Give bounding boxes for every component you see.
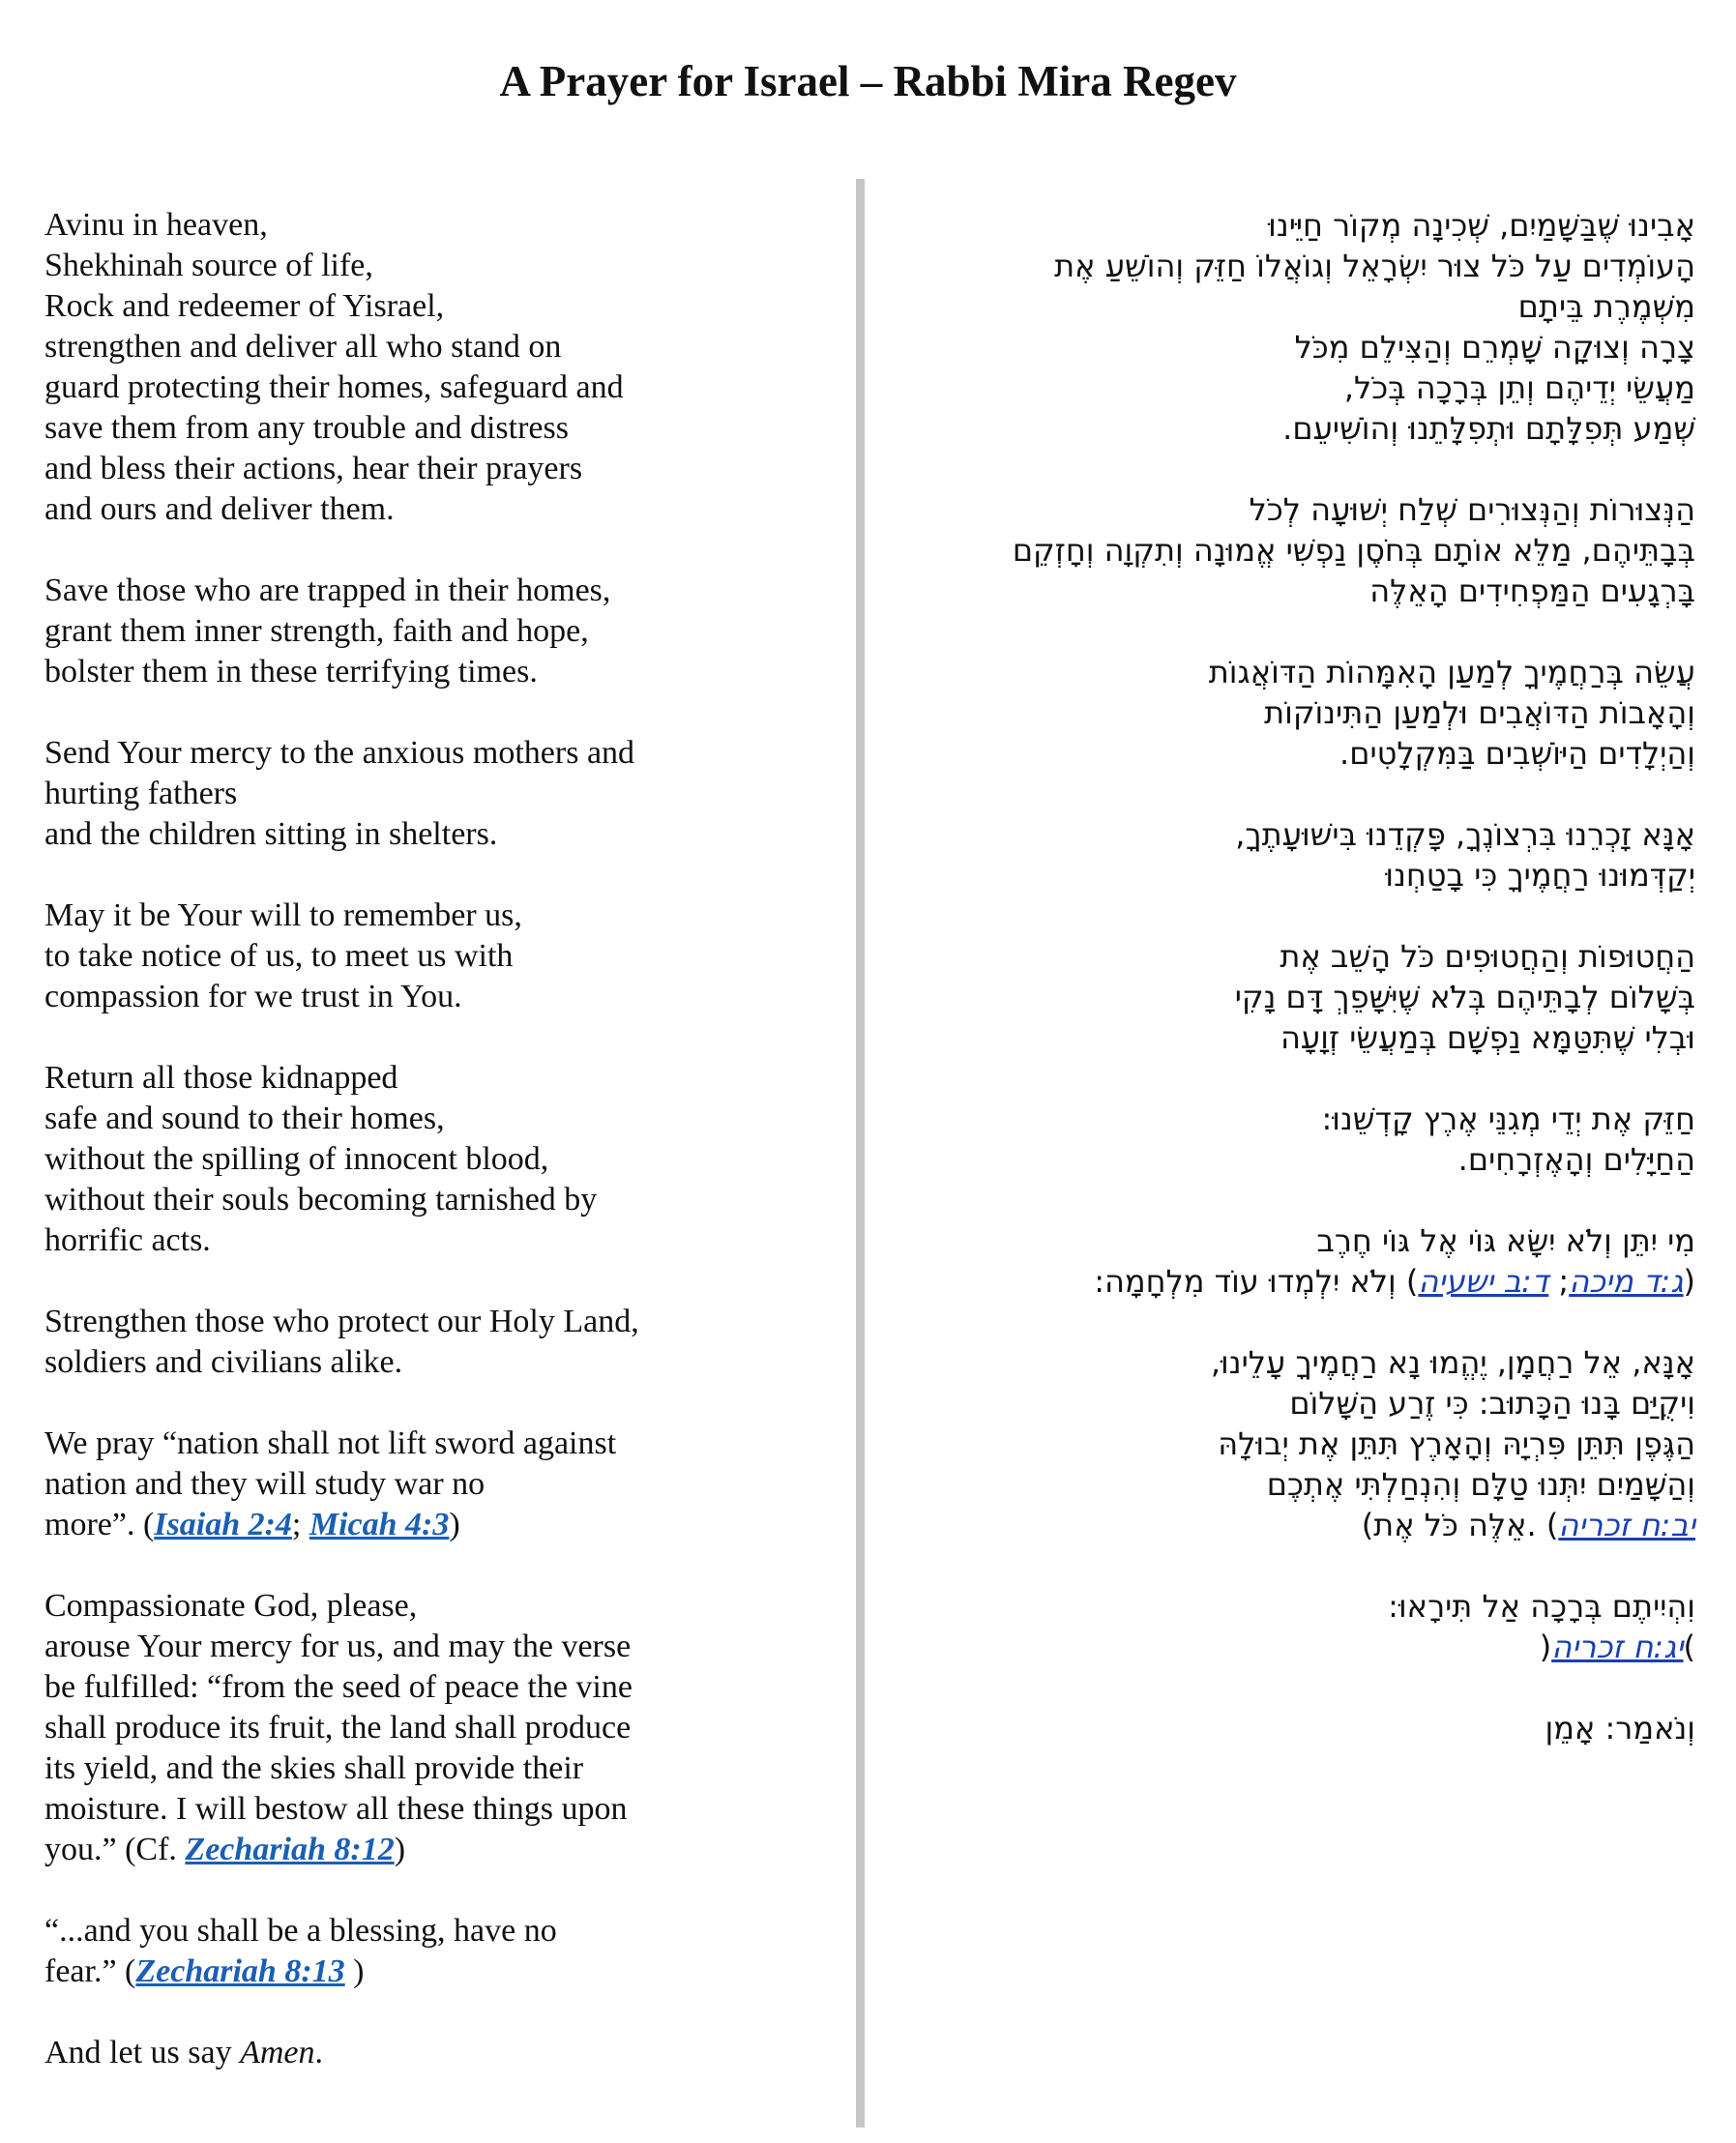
text-line: its yield, and the skies shall provide their xyxy=(44,1750,584,1786)
text-line: וִיקֻיַּם בָּנוּ הַכָּתוּב: כִּי זֶרַע הַשָּׁלוֹם xyxy=(1289,1385,1695,1422)
text-line: הַחֲטוּפוֹת וְהַחֲטוּפִים כֹּל הָשֵׁב אֶת xyxy=(1280,938,1695,975)
hebrew-paragraph-8: אָנָּא, אֵל רַחֲמָן, יֶהֱמוּ נָא רַחֲמֶיךָ עָלֵינוּ, וִיקֻיַּם בָּנוּ הַכָּתוּב: כִּי זֶרַע הַשָּׁלוֹם הַגֶּפֶן תִּתֵּן פִּרְיָהּ וְהָאָרֶץ תִּתֵּן אֶת יְבוּלָהּ וְהַשָּׁמַיִם יִתְּנוּ טַלָּם וְהִנְחַלְתִּי אֶתְכֶם יב:ח זכריה) .אֵלֶּה כֹּל אֶת) xyxy=(922,1342,1695,1545)
text-line: without their souls becoming tarnished by xyxy=(44,1182,598,1218)
text-line: Send Your mercy to the anxious mothers and xyxy=(44,735,635,771)
text-line: חַזֵּק אֶת יְדֵי מְגִנֵּי אֶרֶץ קָדְשֵׁנוּ: xyxy=(1321,1101,1695,1137)
micah-4-3-hebrew-link[interactable]: ג:ד מיכה xyxy=(1569,1263,1684,1300)
text-line: grant them inner strength, faith and hope, xyxy=(44,613,589,649)
hebrew-paragraph-4 xyxy=(922,814,1695,895)
text-line: Strengthen those who protect our Holy Land, xyxy=(44,1304,639,1339)
text-line: nation and they will study war no xyxy=(44,1466,485,1502)
text-line: without the spilling of innocent blood, xyxy=(44,1141,549,1177)
text-line: אָבִינוּ שֶׁבַּשָּׁמַיִם, שְׁכִינָה מְקוֹר חַיֵּינוּ xyxy=(1268,207,1695,244)
text-line: צָרָה וְצוּקָה שָׁמְרֵם וְהַצִּילֵם מִכֹּל xyxy=(1294,329,1695,366)
page-title: A Prayer for Israel – Rabbi Mira Regev xyxy=(499,57,1237,105)
text-line: אָנָּא זָכְרֵנוּ בִּרְצוֹנֶךָ, פָּקְדֵנוּ בִּישׁוּעָתֶךָ, xyxy=(1235,816,1695,853)
text-line: soldiers and civilians alike. xyxy=(44,1344,403,1380)
text-line: and ours and deliver them. xyxy=(44,491,395,527)
text-line: arouse Your mercy for us, and may the verse xyxy=(44,1629,632,1664)
english-paragraph-3 xyxy=(44,733,818,855)
text-line: bolster them in these terrifying times. xyxy=(44,654,538,690)
text-line: יְקַדְּמוּנוּ רַחֲמֶיךָ כִּי בָטַחְנוּ xyxy=(1385,857,1695,894)
hebrew-paragraph-1 xyxy=(922,205,1695,449)
zechariah-8-12-hebrew-link[interactable]: יב:ח זכריה xyxy=(1558,1507,1695,1543)
text-line: safe and sound to their homes, xyxy=(44,1101,445,1136)
text-line: moisture. I will bestow all these things upon xyxy=(44,1791,628,1827)
text-line: save them from any trouble and distress xyxy=(44,410,569,446)
text-line: strengthen and deliver all who stand on xyxy=(44,329,562,365)
text-line: Shekhinah source of life, xyxy=(44,248,373,283)
text-line: וְהַשָּׁמַיִם יִתְּנוּ טַלָּם וְהִנְחַלְתִּי אֶתְכֶם xyxy=(1266,1466,1695,1503)
text-line: shall produce its fruit, the land shall produce xyxy=(44,1710,632,1746)
english-paragraph-10: And let us say Amen. xyxy=(44,2035,324,2070)
hebrew-paragraph-7: מִי יִתֵּן וְלֹא יִשָּׂא גּוֹי אֶל גּוֹי חֶרֶב (ג:ד מיכה; ד:ב ישעיה) וְלֹא יִלְמְדוּ עוֹד מִלְחָמָה: xyxy=(1094,1222,1695,1300)
isaiah-2-4-link[interactable]: Isaiah 2:4 xyxy=(154,1507,292,1542)
english-paragraph-7: We pray “nation shall not lift sword against nation and they will study war no more”. (Isaiah 2:4; Micah 4:3) xyxy=(44,1424,818,1545)
text-line: Return all those kidnapped xyxy=(44,1060,398,1096)
english-paragraph-8: Compassionate God, please, arouse Your mercy for us, and may the verse be fulfilled: “from the seed of peace the vine shall produce its fruit, the land shall produce its yield, and the skies shall provide their moisture. I will bestow all these things upon you.” (Cf. Zechariah 8:12) xyxy=(44,1586,818,1870)
zechariah-8-13-hebrew-link[interactable]: יג:ח זכריה xyxy=(1551,1629,1684,1665)
english-paragraph-4 xyxy=(44,895,818,1017)
text-line: May it be Your will to remember us, xyxy=(44,897,522,933)
hebrew-paragraph-6 xyxy=(922,1099,1695,1180)
english-paragraph-9: “...and you shall be a blessing, have no fear.” (Zechariah 8:13 ) xyxy=(44,1913,557,1989)
text-line: and the children sitting in shelters. xyxy=(44,816,498,852)
text-line: and bless their actions, hear their prayers xyxy=(44,451,583,486)
hebrew-column xyxy=(922,205,1695,1748)
text-line: בְּשָׁלוֹם לְבָתֵּיהֶם בְּלֹא שֶׁיִּשָּׁפֵךְ דָּם נָקִי xyxy=(1234,979,1695,1015)
english-paragraph-2 xyxy=(44,571,818,692)
text-line: מִשְׁמֶרֶת בֵּיתָם xyxy=(1517,288,1695,325)
text-line: בְּבָתֵּיהֶם, מַלֵּא אוֹתָם בְּחֹסֶן נַפְשִׁי אֱמוּנָה וְתִקְוָה וְחָזְקֵם xyxy=(1012,532,1695,569)
text-line: הָעוֹמְדִים עַל כֹּל צוּר יִשְׂרָאֵל וְגוֹאֲלוֹ חַזֵּק וְהוֹשֵׁעַ אֶת xyxy=(1054,248,1695,284)
text-line: וּבְלִי שֶׁתִּטַּמָּא נַפְשָׁם בְּמַעֲשֵׂי זְוָעָה xyxy=(1280,1019,1695,1056)
text-line: Save those who are trapped in their homes, xyxy=(44,572,611,608)
micah-4-3-link[interactable]: Micah 4:3 xyxy=(309,1507,450,1542)
text-line: הַנְּצוּרוֹת וְהַנְּצוּרִים שְׁלַח יְשׁוּעָה לְכֹל xyxy=(1249,491,1695,528)
text-line: We pray “nation shall not lift sword against xyxy=(44,1425,617,1461)
text-line: Rock and redeemer of Yisrael, xyxy=(44,288,445,324)
english-paragraph-5 xyxy=(44,1058,818,1261)
text-line: to take notice of us, to meet us with xyxy=(44,938,514,974)
hebrew-paragraph-9: וִהְיִיתֶם בְּרָכָה אַל תִּירָאוּ: )יג:ח זכריה( xyxy=(1388,1588,1695,1665)
hebrew-paragraph-10: וְנֹאמַר: אָמֵן xyxy=(1545,1710,1695,1747)
text-line: בָּרְגָעִים הַמַּפְחִידִים הָאֵלֶּה xyxy=(1369,572,1695,609)
hebrew-paragraph-2 xyxy=(922,489,1695,611)
zechariah-8-12-link[interactable]: Zechariah 8:12 xyxy=(185,1832,395,1867)
hebrew-paragraph-3 xyxy=(922,652,1695,774)
text-line: hurting fathers xyxy=(44,776,238,811)
text-line: Avinu in heaven, xyxy=(44,207,268,243)
hebrew-paragraph-5 xyxy=(922,936,1695,1058)
text-line: compassion for we trust in You. xyxy=(44,979,462,1014)
english-column xyxy=(44,205,818,2073)
text-line: וְהָאָבוֹת הַדּוֹאֲבִים וּלְמַעַן הַתִּינוֹקוֹת xyxy=(1264,694,1695,731)
text-line: וְהַיְלָדִים הַיּוֹשְׁבִים בַּמִּקְלָטִים. xyxy=(1339,735,1695,772)
text-line: הַגֶּפֶן תִּתֵּן פִּרְיָהּ וְהָאָרֶץ תִּתֵּן אֶת יְבוּלָהּ xyxy=(1218,1425,1695,1462)
text-line: אָנָּא, אֵל רַחֲמָן, יֶהֱמוּ נָא רַחֲמֶיךָ עָלֵינוּ, xyxy=(1210,1344,1695,1381)
text-line: עֲשֵׂה בְּרַחֲמֶיךָ לְמַעַן הָאִמָּהוֹת הַדּוֹאֲגוֹת xyxy=(1208,654,1695,690)
english-paragraph-6 xyxy=(44,1302,818,1383)
text-line: be fulfilled: “from the seed of peace the vine xyxy=(44,1669,633,1705)
text-line: guard protecting their homes, safeguard and xyxy=(44,369,624,405)
text-line: שְׁמַע תְּפִלָּתָם וּתְפִלָּתֵנוּ וְהוֹשִׁיעֵם. xyxy=(1282,410,1695,447)
text-line: horrific acts. xyxy=(44,1222,211,1258)
isaiah-2-4-hebrew-link[interactable]: ד:ב ישעיה xyxy=(1418,1263,1549,1300)
text-line: Compassionate God, please, xyxy=(44,1588,418,1624)
column-divider xyxy=(856,179,865,2128)
text-line: הַחַיָּלִים וְהָאֶזְרָחִים. xyxy=(1457,1141,1695,1178)
text-line: מַעֲשֵׂי יְדֵיהֶם וְתֵן בְּרָכָה בְּכֹל, xyxy=(1343,369,1695,406)
zechariah-8-13-link[interactable]: Zechariah 8:13 xyxy=(135,1953,345,1989)
english-paragraph-1 xyxy=(44,205,818,530)
